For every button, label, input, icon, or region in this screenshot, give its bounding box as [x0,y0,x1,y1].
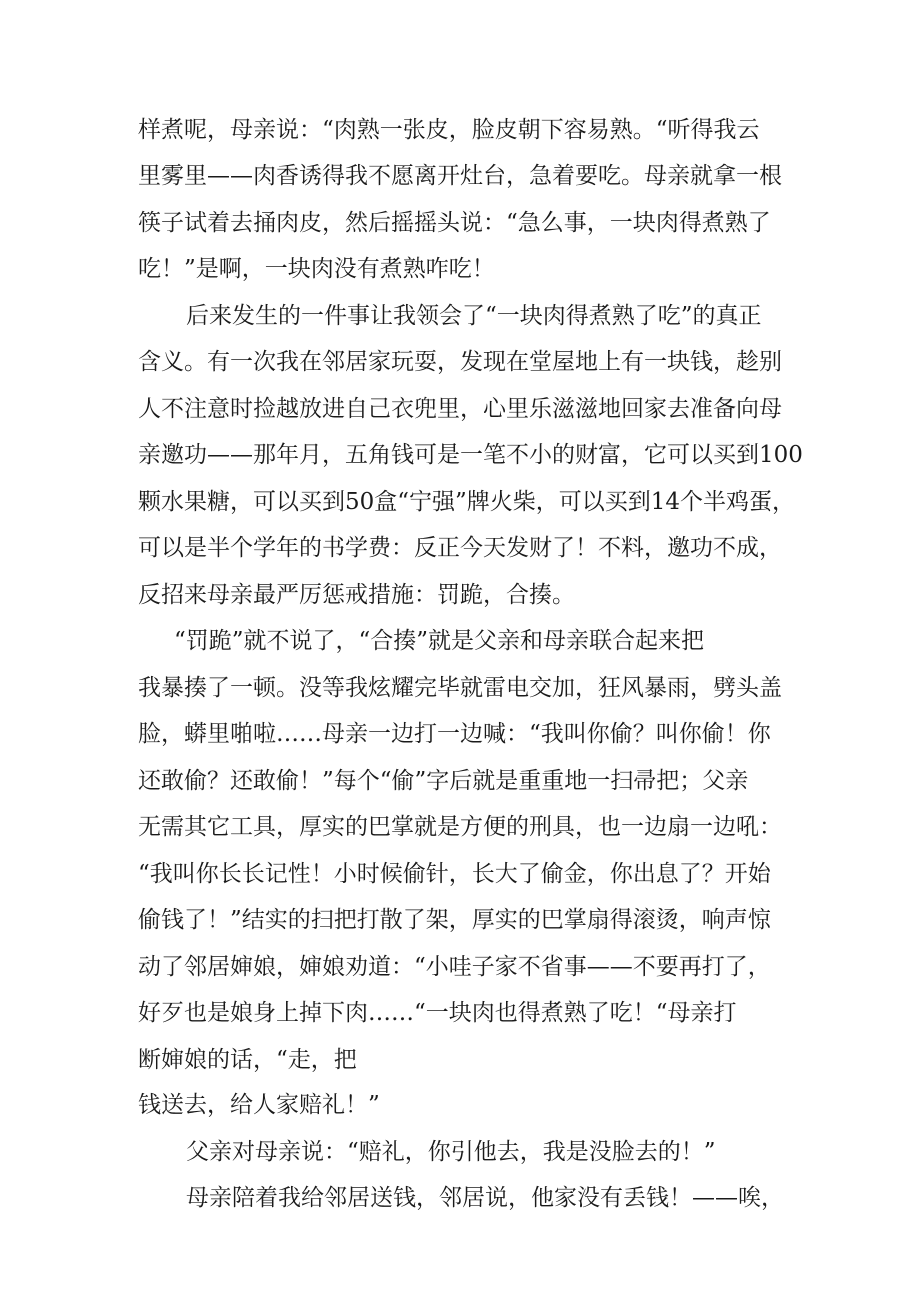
text-line: 脸，蟒里啪啦……母亲一边打一边喊：“我叫你偷？叫你偷！你 [138,721,771,747]
paragraph-start-line: “罚跪”就不说了，“合揍”就是父亲和母亲联合起来把 [174,628,705,654]
paragraph-start-line: 母亲陪着我给邻居送钱，邻居说，他家没有丢钱！——唉， [186,1185,784,1211]
text-line: 还敢偷？还敢偷！”每个“偷”字后就是重重地一扫帚把；父亲 [138,768,749,794]
text-line: 人不注意时捡越放进自己衣兜里，心里乐滋滋地回家去准备向母 [138,396,782,422]
text-line: 可以是半个学年的书学费：反正今天发财了！不料，邀功不成， [138,535,782,561]
text-line: 反招来母亲最严厉惩戒措施：罚跪，合揍。 [138,582,575,608]
text-line: 样煮呢，母亲说：“肉熟一张皮，脸皮朝下容易熟。“听得我云 [138,117,760,143]
text-line: 颗水果糖，可以买到50盒“宁强”牌火柴，可以买到14个半鸡蛋， [138,489,796,515]
text-line: 亲邀功——那年月，五角钱可是一笔不小的财富，它可以买到100 [138,442,803,468]
text-line: 钱送去，给人家赔礼！” [138,1092,380,1118]
text-line: 含义。有一次我在邻居家玩耍，发现在堂屋地上有一块钱，趁别 [138,349,782,375]
text-line: 筷子试着去捅肉皮，然后摇摇头说：“急么事，一块肉得煮熟了 [138,210,771,236]
text-line: 里雾里——肉香诱得我不愿离开灶台，急着要吃。母亲就拿一根 [138,163,782,189]
text-line: 我暴揍了一顿。没等我炫耀完毕就雷电交加，狂风暴雨，劈头盖 [138,675,782,701]
text-line: “我叫你长长记性！小时候偷针，长大了偷金，你出息了？开始 [138,861,771,887]
text-line: 偷钱了！”结实的扫把打散了架，厚实的巴掌扇得滚烫，响声惊 [138,907,771,933]
paragraph-start-line: 父亲对母亲说：“赔礼，你引他去，我是没脸去的！” [186,1139,716,1165]
text-line: 吃！”是啊，一块肉没有煮熟咋吃！ [138,256,495,282]
text-line: 无需其它工具，厚实的巴掌就是方便的刑具，也一边扇一边吼： [138,814,782,840]
paragraph-start-line: 后来发生的一件事让我领会了“一块肉得煮熟了吃”的真正 [186,303,762,329]
text-line: 动了邻居婶娘，婶娘劝道：“小哇子家不省事——不要再打了， [138,954,771,980]
text-line: 断婶娘的话，“走，把 [138,1047,357,1073]
text-line: 好歹也是娘身上掉下肉……“一块肉也得煮熟了吃！“母亲打 [138,1000,737,1026]
